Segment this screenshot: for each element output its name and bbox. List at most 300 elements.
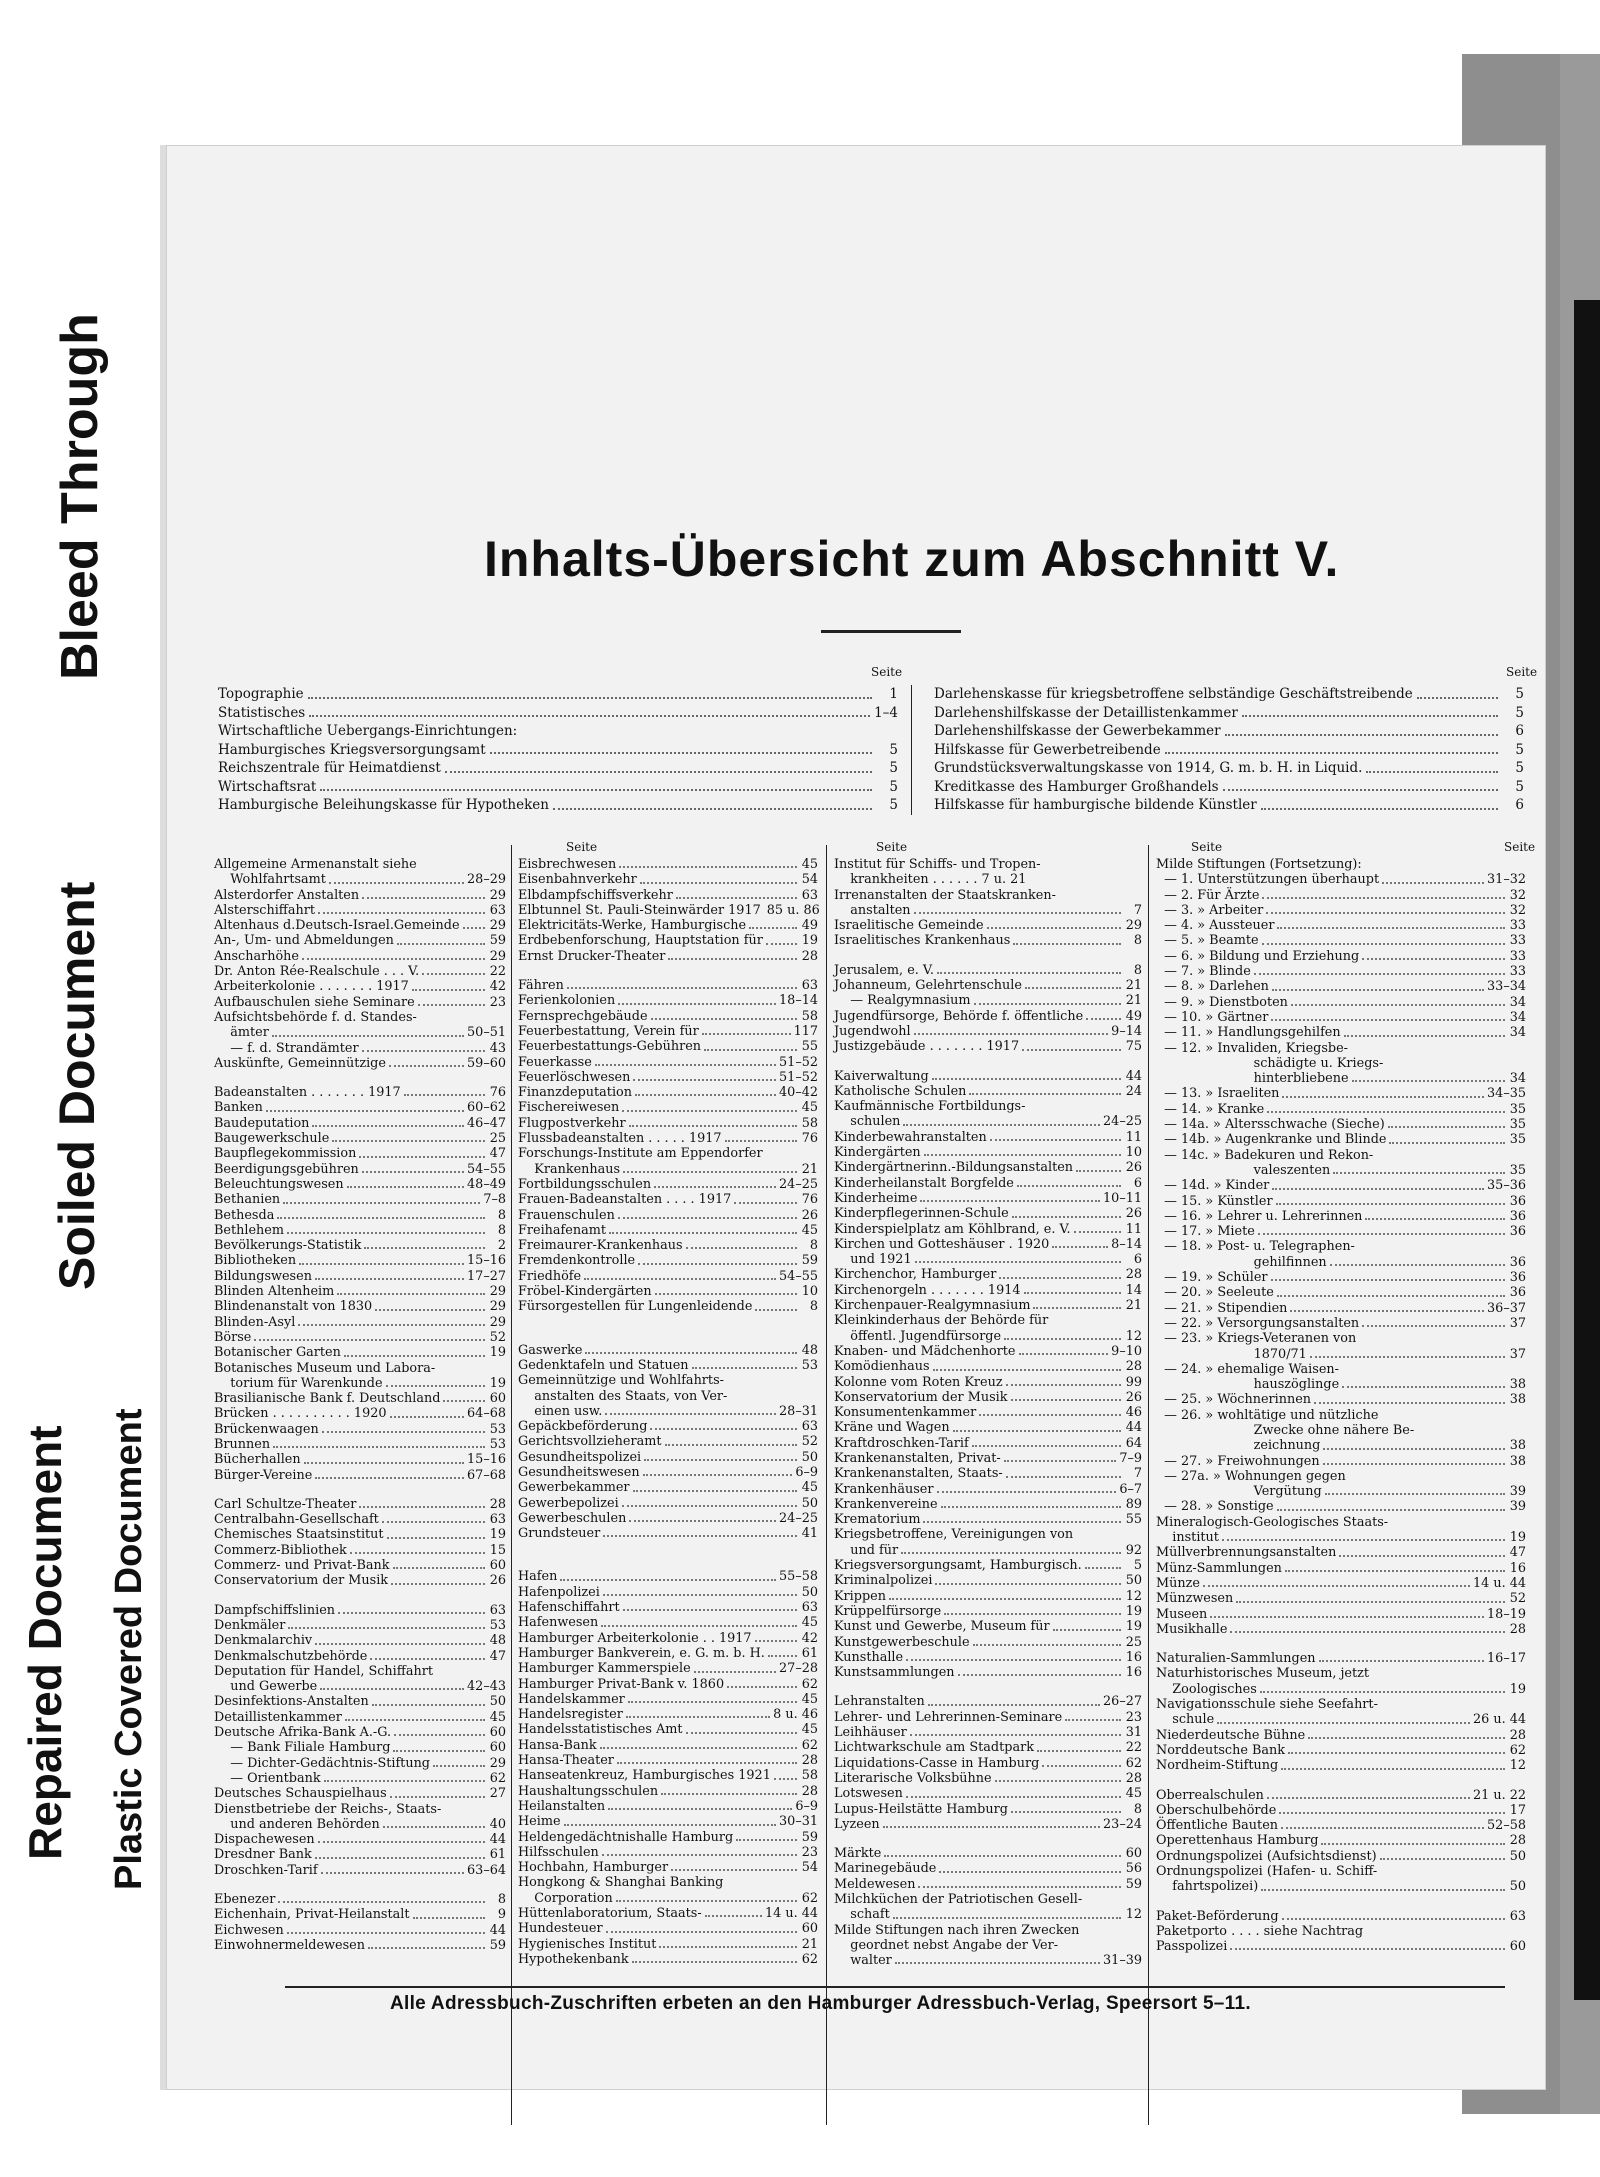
entry-label: Fähren [518, 978, 564, 994]
dot-leader [394, 1725, 485, 1736]
entry-label: Kunstgewerbeschule [834, 1634, 970, 1650]
entry-label: — Orientbank [214, 1770, 321, 1786]
row-gap [214, 1878, 506, 1892]
entry-page: 55 [801, 1039, 818, 1055]
entry-page [1124, 1313, 1142, 1328]
index-row [518, 1646, 818, 1661]
entry-label: — 19. » Schüler [1156, 1270, 1268, 1286]
entry-label: Bildungswesen [214, 1268, 312, 1284]
entry-label: — 11. » Handlungsgehilfen [1156, 1025, 1341, 1041]
index-row [214, 1422, 506, 1437]
dot-leader [1365, 857, 1505, 868]
dot-leader [1372, 1666, 1505, 1677]
entry-page: 36 [1509, 1270, 1526, 1286]
dot-leader [1260, 1682, 1505, 1693]
index-row [1156, 1454, 1526, 1469]
dot-leader [914, 1024, 1109, 1035]
entry-page: 6 [1133, 1175, 1142, 1191]
dot-leader [668, 949, 797, 960]
seite-header-top-right: Seite [1506, 665, 1538, 679]
entry-page: 33 [1509, 964, 1526, 980]
index-row [214, 918, 506, 933]
dot-leader [1290, 1301, 1484, 1312]
dot-leader [1266, 903, 1505, 914]
entry-label: Kindergärtnerinn.-Bildungsanstalten [834, 1160, 1074, 1176]
entry-label: Bethanien [214, 1192, 281, 1208]
index-column-1 [214, 857, 506, 1953]
index-row [518, 1131, 818, 1146]
index-row [214, 1056, 506, 1071]
entry-label: Jugendwohl [834, 1023, 911, 1039]
entry-page: 26 [1125, 1206, 1142, 1222]
index-row [518, 1100, 818, 1115]
dot-leader [623, 1162, 797, 1173]
entry-label: Feuerbestattungs-Gebühren [518, 1039, 702, 1055]
entry-label: Hochbahn, Hamburger [518, 1860, 669, 1876]
entry-page: 28 [1125, 1770, 1142, 1786]
entry-label: Lehrer- und Lehrerinnen-Seminare [834, 1709, 1063, 1725]
index-row [214, 1284, 506, 1299]
entry-page: 60 [489, 1740, 506, 1756]
dot-leader [362, 1162, 464, 1173]
entry-label: Katholische Schulen [834, 1083, 967, 1099]
entry-label: einen usw. [518, 1403, 603, 1419]
document-page [160, 145, 1546, 2090]
index-row [1156, 1071, 1526, 1086]
index-row [1156, 1622, 1526, 1637]
entry-page: 27–28 [779, 1661, 818, 1677]
entry-label: — 18. » Post- u. Telegraphen- [1156, 1239, 1355, 1255]
entry-label: Carl Schultze-Theater [214, 1496, 357, 1512]
seite-header-col1: Seite [566, 840, 598, 854]
entry-page: 61 [489, 1847, 506, 1863]
entry-page: 21 [1125, 1298, 1142, 1314]
index-row [1156, 1939, 1526, 1954]
entry-label: Eichwesen [214, 1922, 284, 1938]
row-gap [834, 1680, 1142, 1694]
entry-label: Ernst Drucker-Theater [518, 948, 666, 964]
index-row [834, 963, 1142, 978]
index-row [214, 964, 506, 979]
index-row [518, 1146, 818, 1161]
dot-leader [937, 1482, 1117, 1493]
toc-row [218, 759, 898, 778]
entry-label: — 20. » Seeleute [1156, 1285, 1274, 1301]
entry-page: 52 [801, 1434, 818, 1450]
entry-page: 44 [489, 1922, 506, 1938]
entry-label: Hamburgische Beleihungskasse für Hypotheken [218, 797, 549, 813]
entry-page: 22 [1125, 1740, 1142, 1756]
dot-leader [702, 1024, 791, 1035]
index-row [518, 1024, 818, 1039]
index-row [834, 1558, 1142, 1573]
index-row [214, 1527, 506, 1542]
entry-page: 28–31 [779, 1403, 818, 1419]
index-row [1156, 1163, 1526, 1178]
dot-leader [901, 1543, 1121, 1554]
entry-page: 12 [1125, 1328, 1142, 1344]
entry-label: Fischereiwesen [518, 1100, 620, 1116]
entry-label: Allgemeine Armenanstalt siehe [214, 857, 417, 872]
index-row [1156, 1301, 1526, 1316]
dot-leader [1380, 1864, 1505, 1875]
entry-label: Hygienisches Institut [518, 1936, 657, 1952]
index-row [214, 1512, 506, 1527]
index-row [518, 1937, 818, 1952]
entry-page: 44 [489, 1832, 506, 1848]
entry-label: Hafen [518, 1569, 558, 1585]
dot-leader [1210, 1607, 1484, 1618]
index-row [1156, 1833, 1526, 1848]
dot-leader [350, 1543, 485, 1554]
index-row [214, 1223, 506, 1238]
entry-label: Hilfsschulen [518, 1844, 599, 1860]
index-row [214, 1330, 506, 1345]
entry-label: Jerusalem, e. V. [834, 962, 934, 978]
entry-page: 60–62 [467, 1100, 506, 1116]
entry-page: 60 [801, 1921, 818, 1937]
entry-page: 46–47 [467, 1115, 506, 1131]
entry-label: Friedhöfe [518, 1268, 582, 1284]
index-row [834, 888, 1142, 903]
entry-page: 1–4 [874, 704, 898, 721]
entry-page: 28 [1125, 1267, 1142, 1283]
dot-leader [1037, 1740, 1121, 1751]
entry-label: Naturhistorisches Museum, jetzt [1156, 1666, 1370, 1682]
row-gap [1156, 1774, 1526, 1788]
dot-leader [935, 1573, 1121, 1584]
entry-page [1124, 888, 1142, 903]
index-row [214, 1146, 506, 1161]
entry-label: Marinegebäude [834, 1861, 937, 1877]
entry-label: Krüppelfürsorge [834, 1603, 942, 1619]
entry-page: 60 [489, 1725, 506, 1741]
dot-leader [1065, 1710, 1121, 1721]
entry-label: Krematorium [834, 1512, 921, 1528]
index-row [834, 918, 1142, 933]
dot-leader [972, 1436, 1121, 1447]
entry-label: Commerz- und Privat-Bank [214, 1558, 390, 1574]
index-row [834, 1176, 1142, 1191]
index-row [1156, 1712, 1526, 1727]
index-row [518, 1768, 818, 1783]
entry-label: Handelskammer [518, 1691, 625, 1707]
entry-label: Flugpostverkehr [518, 1115, 626, 1131]
index-column-4 [1156, 857, 1526, 1954]
entry-label: Heldengedächtnishalle Hamburg [518, 1829, 734, 1845]
entry-page: 89 [1125, 1496, 1142, 1512]
index-row [834, 1039, 1142, 1054]
index-row [214, 1468, 506, 1483]
entry-page: 63 [489, 902, 506, 918]
entry-page: 50 [1509, 1848, 1526, 1864]
dot-leader [1282, 1909, 1505, 1920]
index-row [834, 1543, 1142, 1558]
entry-page [1124, 1099, 1142, 1114]
index-row [518, 1085, 818, 1100]
entry-label: Hilfskasse für Gewerbetreibende [934, 741, 1161, 758]
entry-page: 67–68 [467, 1467, 506, 1483]
entry-label: — 9. » Dienstboten [1156, 994, 1288, 1010]
index-row [214, 1543, 506, 1558]
dot-leader [278, 1892, 485, 1903]
index-row [518, 1860, 818, 1875]
entry-page: 33 [1509, 948, 1526, 964]
index-row [1156, 1864, 1526, 1879]
dot-leader [686, 1238, 797, 1249]
index-row [518, 1906, 818, 1921]
dot-leader [1279, 1803, 1505, 1814]
entry-page: 21 [801, 1936, 818, 1952]
entry-label: Niederdeutsche Bühne [1156, 1727, 1306, 1743]
entry-label: Leihhäuser [834, 1725, 907, 1741]
index-row [834, 1267, 1142, 1282]
entry-page: 5 [1515, 741, 1524, 758]
dot-leader [1029, 872, 1121, 883]
index-row [1156, 1666, 1526, 1681]
entry-label: Lyzeen [834, 1816, 880, 1832]
entry-label: Reichszentrale für Heimatdienst [218, 760, 441, 776]
entry-label: — 14a. » Altersschwache (Sieche) [1156, 1117, 1385, 1133]
entry-page: 19 [801, 933, 818, 949]
top-left-table [218, 685, 898, 815]
entry-page: 8 [1133, 962, 1142, 978]
entry-page: 51–52 [779, 1069, 818, 1085]
entry-label: Hafenpolizei [518, 1584, 600, 1600]
entry-page: 59 [489, 1937, 506, 1953]
entry-page: 59–60 [467, 1055, 506, 1071]
entry-label: Denkmalschutzbehörde [214, 1648, 368, 1664]
entry-page [488, 1010, 506, 1025]
index-row [834, 1846, 1142, 1861]
entry-page: 99 [1125, 1374, 1142, 1390]
entry-label: Kinderheilanstalt Borgfelde [834, 1175, 1014, 1191]
dot-leader [883, 1817, 1100, 1828]
dot-leader [736, 1830, 797, 1841]
index-row [1156, 903, 1526, 918]
entry-page: 29 [489, 948, 506, 964]
index-row [518, 1162, 818, 1177]
index-row [1156, 1924, 1526, 1939]
dot-leader [345, 1710, 485, 1721]
entry-label: Kindergärten [834, 1145, 921, 1161]
entry-label: Fernsprechgebäude [518, 1008, 648, 1024]
index-row [834, 1740, 1142, 1755]
entry-label: — 3. » Arbeiter [1156, 902, 1264, 918]
index-row [1156, 1651, 1526, 1666]
dot-leader [906, 1650, 1121, 1661]
entry-label: Brasilianische Bank f. Deutschland [214, 1391, 441, 1407]
entry-label: Arbeiterkolonie . . . . . . . 1917 [214, 979, 409, 995]
entry-page: 19 [489, 1527, 506, 1543]
entry-label: Dr. Anton Rée-Realschule . . . V. [214, 964, 420, 980]
entry-label: Anscharhöhe [214, 948, 299, 964]
index-row [1156, 1545, 1526, 1560]
entry-label: schädigte u. Kriegs- [1156, 1055, 1384, 1071]
index-row [1156, 1728, 1526, 1743]
entry-page: 117 [793, 1023, 818, 1039]
entry-label: Hafenschiffahrt [518, 1600, 620, 1616]
entry-page: 18–14 [779, 993, 818, 1009]
dot-leader [318, 903, 485, 914]
index-row [518, 1921, 818, 1936]
entry-page: 8 [809, 1299, 818, 1315]
entry-label: und für [834, 1542, 899, 1558]
seite-header-top-left: Seite [871, 665, 903, 679]
entry-label: Börse [214, 1329, 252, 1345]
entry-page: 48 [489, 1633, 506, 1649]
index-row [214, 1269, 506, 1284]
dot-leader [895, 1953, 1100, 1964]
index-row [518, 1799, 818, 1814]
entry-page: 34 [1509, 1025, 1526, 1041]
index-row [214, 1649, 506, 1664]
entry-page: 6 [1515, 723, 1524, 739]
index-row [518, 1600, 818, 1615]
index-row [834, 1114, 1142, 1129]
dot-leader [889, 1589, 1121, 1600]
entry-label: — 17. » Miete [1156, 1224, 1255, 1240]
entry-label: schule [1156, 1712, 1215, 1728]
dot-leader [1388, 1117, 1505, 1128]
dot-leader [619, 857, 797, 868]
index-row [1156, 1239, 1526, 1254]
index-row [834, 1252, 1142, 1267]
entry-page: 24–25 [779, 1176, 818, 1192]
index-row [1156, 1849, 1526, 1864]
index-row [1156, 1499, 1526, 1514]
entry-label: Freihafenamt [518, 1222, 606, 1238]
index-row [834, 1237, 1142, 1252]
dot-leader [766, 933, 797, 944]
dot-leader [1325, 1484, 1505, 1495]
entry-label: Brunnen [214, 1436, 271, 1452]
entry-label: Feuerbestattung, Verein für [518, 1023, 699, 1039]
entry-label: Desinfektions-Anstalten [214, 1694, 369, 1710]
entry-label: Fremdenkontrolle [518, 1253, 636, 1269]
entry-label: — 14c. » Badekuren und Rekon- [1156, 1147, 1374, 1163]
dot-leader [1052, 1237, 1108, 1248]
dot-leader [1342, 1377, 1505, 1388]
index-row [518, 1070, 818, 1085]
entry-label: Baugewerkschule [214, 1131, 330, 1147]
dot-leader [1033, 1298, 1121, 1309]
index-row [834, 1222, 1142, 1237]
row-gap [1156, 1895, 1526, 1909]
index-row [214, 1573, 506, 1588]
index-row [834, 903, 1142, 918]
entry-label: Botanisches Museum und Labora- [214, 1360, 436, 1376]
index-row [1156, 1117, 1526, 1132]
entry-page: 8 [497, 1892, 506, 1907]
entry-label: Kunstsammlungen [834, 1665, 955, 1681]
dot-leader [309, 704, 870, 718]
entry-page: 61 [801, 1645, 818, 1661]
footer-rule [285, 1986, 1505, 1988]
index-row [214, 1603, 506, 1618]
dot-leader [382, 1512, 485, 1523]
entry-page: 35 [1509, 1132, 1526, 1148]
index-row [834, 1817, 1142, 1832]
entry-page: 50 [1125, 1573, 1142, 1589]
dot-leader [1281, 1818, 1484, 1829]
index-row [834, 1573, 1142, 1588]
entry-label: — 26. » wohltätige und nützliche [1156, 1407, 1379, 1423]
entry-label: Kriminalpolizei [834, 1573, 933, 1589]
entry-page: 28 [1125, 1359, 1142, 1375]
dot-leader [605, 1404, 776, 1415]
entry-page: 34 [1509, 1009, 1526, 1025]
index-row [214, 872, 506, 887]
index-row [214, 1238, 506, 1253]
index-row [518, 1269, 818, 1284]
page-title: Inhalts-Übersicht zum Abschnitt V. [484, 531, 1340, 587]
index-row [834, 1009, 1142, 1024]
entry-page: 62 [489, 1770, 506, 1786]
entry-label: Krankenhäuser [834, 1481, 934, 1497]
dot-leader [1012, 1206, 1121, 1217]
dot-leader [364, 1238, 485, 1249]
entry-label: Frauenschulen [518, 1207, 615, 1223]
entry-page: 31–39 [1103, 1953, 1142, 1969]
entry-page: 12 [1509, 1758, 1526, 1774]
index-row [518, 1830, 818, 1845]
entry-page [488, 857, 506, 872]
index-row [214, 949, 506, 964]
index-row [834, 1604, 1142, 1619]
dot-leader [694, 1661, 776, 1672]
entry-label: krankheiten . . . . . . 7 u. 21 [834, 872, 1027, 888]
dot-leader [726, 1875, 797, 1886]
entry-page: 49 [1125, 1008, 1142, 1024]
dot-leader [1085, 1558, 1121, 1569]
index-row [1156, 1803, 1526, 1818]
entry-label: An-, Um- und Abmeldungen [214, 933, 394, 949]
index-row [1156, 1515, 1526, 1530]
entry-page [1508, 1362, 1526, 1377]
entry-label: Lotswesen [834, 1786, 903, 1802]
dot-leader [609, 1223, 797, 1234]
dot-leader [635, 1085, 776, 1096]
index-row [214, 1679, 506, 1694]
entry-label: Norddeutsche Bank [1156, 1742, 1286, 1758]
entry-page: 29 [489, 887, 506, 903]
index-row [1156, 1102, 1526, 1117]
index-row [214, 1633, 506, 1648]
entry-label: Blinden-Asyl [214, 1314, 296, 1330]
entry-label: Eisbrechwesen [518, 857, 617, 872]
entry-label: Gewerbekammer [518, 1480, 630, 1496]
entry-label: Detaillistenkammer [214, 1709, 342, 1725]
index-row [834, 1130, 1142, 1145]
entry-label: Ordnungspolizei (Hafen- u. Schiff- [1156, 1864, 1378, 1879]
index-row [518, 1891, 818, 1906]
entry-page: 34 [1509, 994, 1526, 1010]
dot-leader [755, 1631, 797, 1642]
entry-label: Mineralogisch-Geologisches Staats- [1156, 1514, 1389, 1530]
dot-leader [1261, 796, 1498, 810]
dot-leader [920, 1191, 1100, 1202]
index-row [1156, 995, 1526, 1010]
entry-label: Auskünfte, Gemeinnützige [214, 1055, 386, 1071]
entry-label: Passpolizei [1156, 1939, 1228, 1955]
dot-leader [1362, 949, 1505, 960]
index-row [518, 1784, 818, 1799]
entry-label: Kräne und Wagen [834, 1420, 950, 1436]
dot-leader [254, 1330, 485, 1341]
index-row [1156, 1209, 1526, 1224]
index-column-2 [518, 857, 818, 1967]
